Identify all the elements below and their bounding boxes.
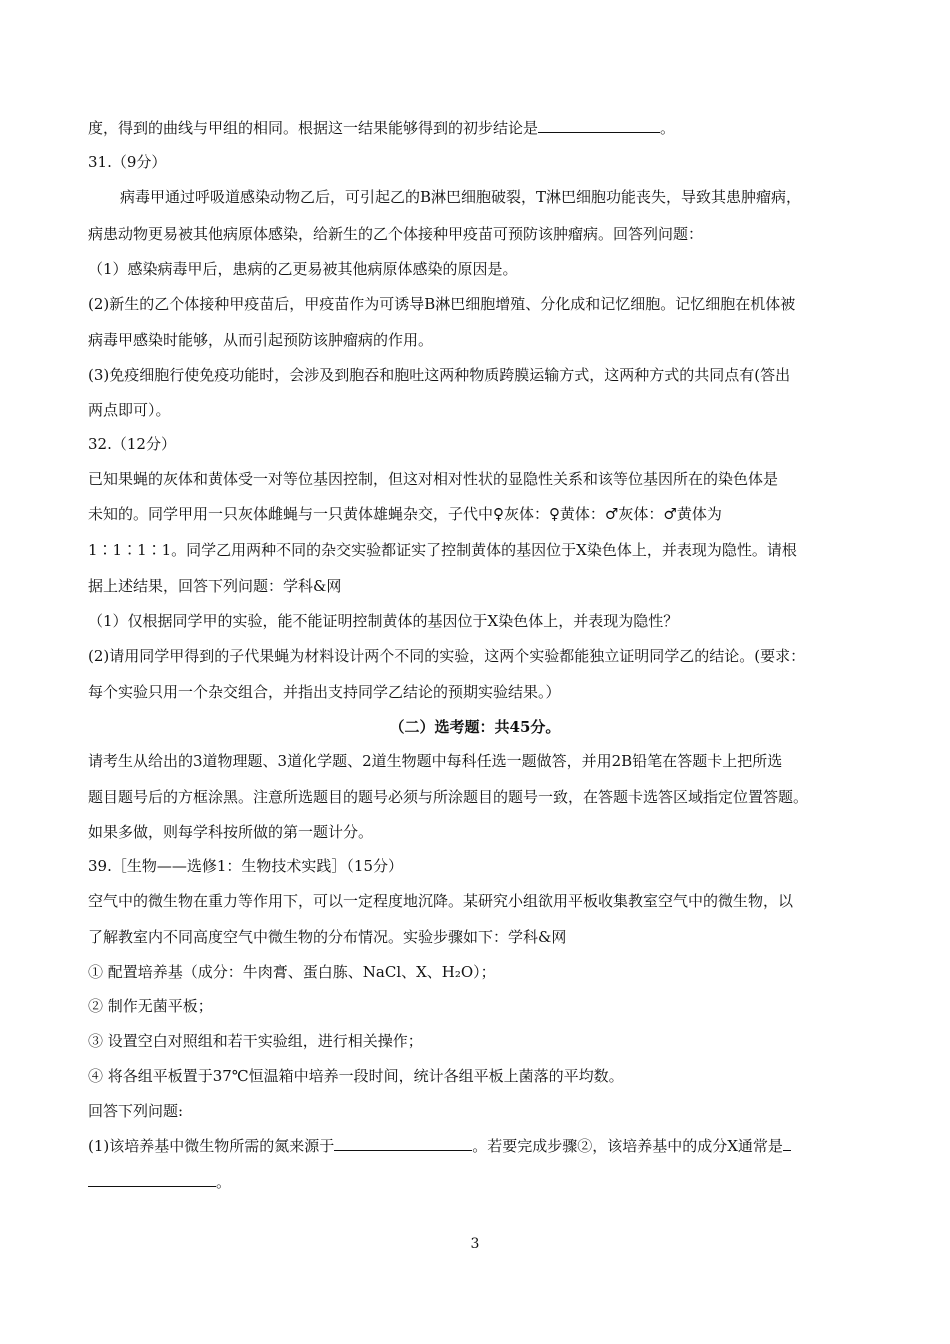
paragraph-line: 题目题号后的方框涂黑。注意所选题目的题号必须与所涂题目的题号一致，在答题卡选答区域指定位置答题。 bbox=[88, 788, 809, 806]
sub-question: （1）仅根据同学甲的实验，能不能证明控制黄体的基因位于X染色体上，并表现为隐性？ bbox=[88, 612, 679, 630]
text-line bbox=[88, 118, 878, 138]
paragraph-line: 病毒甲感染时能够，从而引起预防该肿瘤病的作用。 bbox=[88, 331, 434, 349]
paragraph-line: 已知果蝇的灰体和黄体受一对等位基因控制，但这对相对性状的显隐性关系和该等位基因所在的染色体是 bbox=[88, 470, 779, 488]
sub-question bbox=[88, 1136, 878, 1156]
step-item: ④ 将各组平板置于37℃恒温箱中培养一段时间，统计各组平板上菌落的平均数。 bbox=[88, 1067, 624, 1085]
paragraph-line: 两点即可）。 bbox=[88, 401, 171, 419]
section-heading: （二）选考题：共45分。 bbox=[389, 718, 561, 736]
answer-blank bbox=[334, 1136, 472, 1151]
sub-question: (2)新生的乙个体接种甲疫苗后，甲疫苗作为可诱导B淋巴细胞增殖、分化成和记忆细胞。记忆细胞在机体被 bbox=[88, 295, 796, 313]
question-number: 39.［生物——选修1：生物技术实践］（15分） bbox=[88, 857, 403, 875]
text-segment: 。若要完成步骤②，该培养基中的成分X通常是 bbox=[472, 1137, 783, 1155]
paragraph-line: 1∶1∶1∶1。同学乙用两种不同的杂交实验都证实了控制黄体的基因位于X染色体上，并表现为隐性。请根 bbox=[88, 541, 797, 559]
sub-question: (2)请用同学甲得到的子代果蝇为材料设计两个不同的实验，这两个实验都能独立证明同学乙的结论。(要求： bbox=[88, 647, 806, 665]
paragraph-line: 如果多做，则每学科按所做的第一题计分。 bbox=[88, 823, 374, 841]
sub-question: (3)免疫细胞行使免疫功能时，会涉及到胞吞和胞吐这两种物质跨膜运输方式，这两种方式的共同点有(答出 bbox=[88, 366, 791, 384]
text-line bbox=[88, 1172, 878, 1192]
question-number: 31.（9分） bbox=[88, 153, 167, 171]
step-item: ② 制作无菌平板； bbox=[88, 997, 213, 1015]
paragraph-line: 空气中的微生物在重力等作用下，可以一定程度地沉降。某研究小组欲用平板收集教室空气中的微生物，以 bbox=[88, 892, 794, 910]
paragraph-line: 回答下列问题: bbox=[88, 1102, 184, 1120]
page-number: 3 bbox=[470, 1236, 480, 1252]
paragraph-line: 每个实验只用一个杂交组合，并指出支持同学乙结论的预期实验结果。） bbox=[88, 683, 561, 701]
question-number: 32.（12分） bbox=[88, 435, 176, 453]
paragraph-line: 病患动物更易被其他病原体感染，给新生的乙个体接种甲疫苗可预防该肿瘤病。回答列问题： bbox=[88, 225, 704, 243]
step-item: ① 配置培养基（成分：牛肉膏、蛋白胨、NaCl、X、H₂O）； bbox=[88, 963, 496, 981]
paragraph-line: 请考生从给出的3道物理题、3道化学题、2道生物题中每科任选一题做答，并用2B铅笔在答题卡上把所选 bbox=[88, 752, 783, 770]
answer-blank bbox=[88, 1172, 216, 1187]
text-segment: (1)该培养基中微生物所需的氮来源于 bbox=[88, 1137, 335, 1155]
paragraph-line: 了解教室内不同高度空气中微生物的分布情况。实验步骤如下：学科&网 bbox=[88, 928, 567, 946]
text-segment: 。 bbox=[660, 119, 676, 137]
paragraph-line: 病毒甲通过呼吸道感染动物乙后，可引起乙的B淋巴细胞破裂，T淋巴细胞功能丧失，导致其患肿瘤病， bbox=[120, 188, 802, 206]
sub-question: （1）感染病毒甲后，患病的乙更易被其他病原体感染的原因是。 bbox=[88, 260, 518, 278]
text-segment: 。 bbox=[216, 1173, 232, 1191]
paragraph-line: 未知的。同学甲用一只灰体雌蝇与一只黄体雄蝇杂交，子代中♀灰体：♀黄体：♂灰体：♂黄体为 bbox=[88, 505, 722, 523]
paragraph-line: 据上述结果，回答下列问题：学科&网 bbox=[88, 577, 342, 595]
text-segment: 度，得到的曲线与甲组的相同。根据这一结果能够得到的初步结论是 bbox=[88, 119, 539, 137]
answer-blank bbox=[783, 1136, 791, 1151]
answer-blank bbox=[538, 118, 660, 133]
step-item: ③ 设置空白对照组和若干实验组，进行相关操作； bbox=[88, 1032, 423, 1050]
